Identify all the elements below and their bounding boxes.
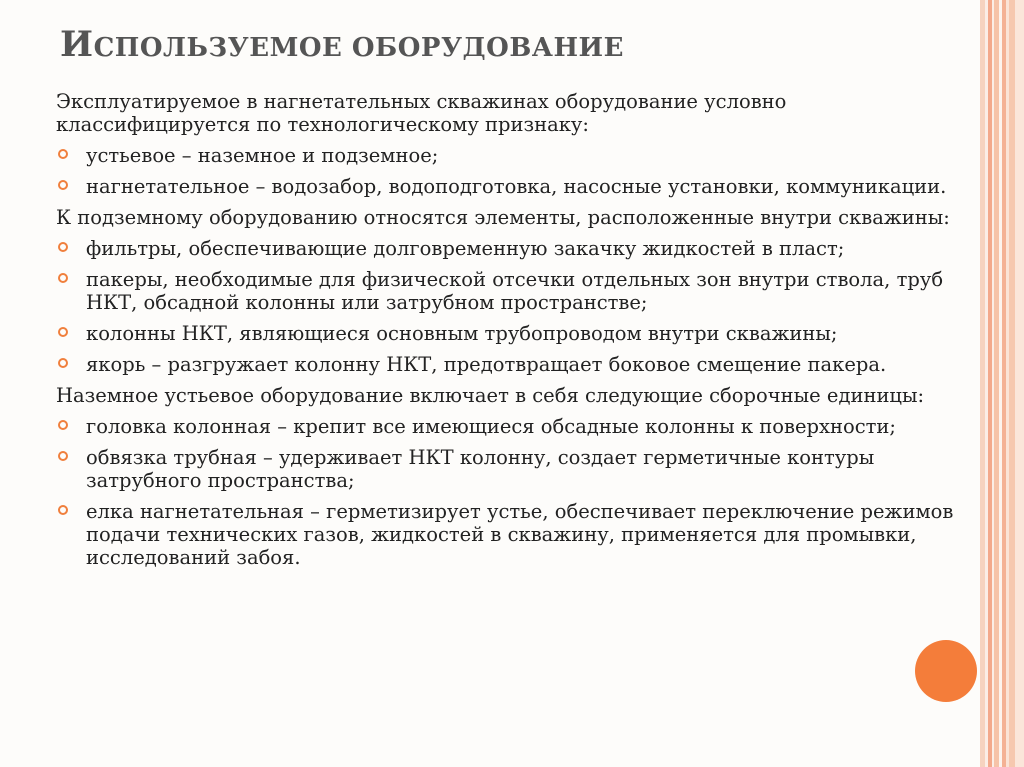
bullet-icon <box>58 420 68 430</box>
list-item <box>56 500 984 569</box>
bullet-icon <box>58 242 68 252</box>
list-item <box>56 237 984 260</box>
list-item-text: якорь – разгружает колонну НКТ, предотвращает боковое смещение пакера. <box>86 353 887 376</box>
bullet-icon <box>58 273 68 283</box>
list-item <box>56 446 984 492</box>
intro-paragraph-2: К подземному оборудованию относятся элементы, расположенные внутри скважины: <box>56 206 950 229</box>
list-item-text: фильтры, обеспечивающие долговременную закачку жидкостей в пласт; <box>86 237 845 260</box>
intro-paragraph-1: Эксплуатируемое в нагнетательных скважинах оборудование условно классифицируется по технологическому признаку: <box>56 90 787 136</box>
intro-paragraph-3: Наземное устьевое оборудование включает в себя следующие сборочные единицы: <box>56 384 925 407</box>
list-item-text: устьевое – наземное и подземное; <box>86 144 439 167</box>
orange-circle-decoration <box>915 640 977 702</box>
bullet-icon <box>58 180 68 190</box>
list-item <box>56 415 984 438</box>
list-item <box>56 322 984 345</box>
slide-title <box>60 24 624 65</box>
bullet-icon <box>58 327 68 337</box>
list-item-text: елка нагнетательная – герметизирует устье, обеспечивает переключение режимов подачи технических газов, жидкостей в скважину, применяется для промывки, исследований забоя. <box>86 500 954 569</box>
title-rest: СПОЛЬЗУЕМОЕ ОБОРУДОВАНИЕ <box>93 33 624 63</box>
list-item <box>56 268 984 314</box>
list-item-text: обвязка трубная – удерживает НКТ колонну, создает герметичные контуры затрубного пространства; <box>86 446 875 492</box>
list-item-text: колонны НКТ, являющиеся основным трубопроводом внутри скважины; <box>86 322 838 345</box>
list-item <box>56 144 984 167</box>
right-decorative-stripes <box>980 0 1024 767</box>
bullet-icon <box>58 505 68 515</box>
slide-content <box>56 90 984 577</box>
list-item <box>56 353 984 376</box>
list-item-text: пакеры, необходимые для физической отсечки отдельных зон внутри ствола, труб НКТ, обсадной колонны или затрубном пространстве; <box>86 268 944 314</box>
list-item-text: головка колонная – крепит все имеющиеся обсадные колонны к поверхности; <box>86 415 896 438</box>
list-item <box>56 175 984 198</box>
bullet-icon <box>58 149 68 159</box>
bullet-icon <box>58 451 68 461</box>
list-item-text: нагнетательное – водозабор, водоподготовка, насосные установки, коммуникации. <box>86 175 947 198</box>
bullet-icon <box>58 358 68 368</box>
title-first-letter: И <box>60 24 94 65</box>
